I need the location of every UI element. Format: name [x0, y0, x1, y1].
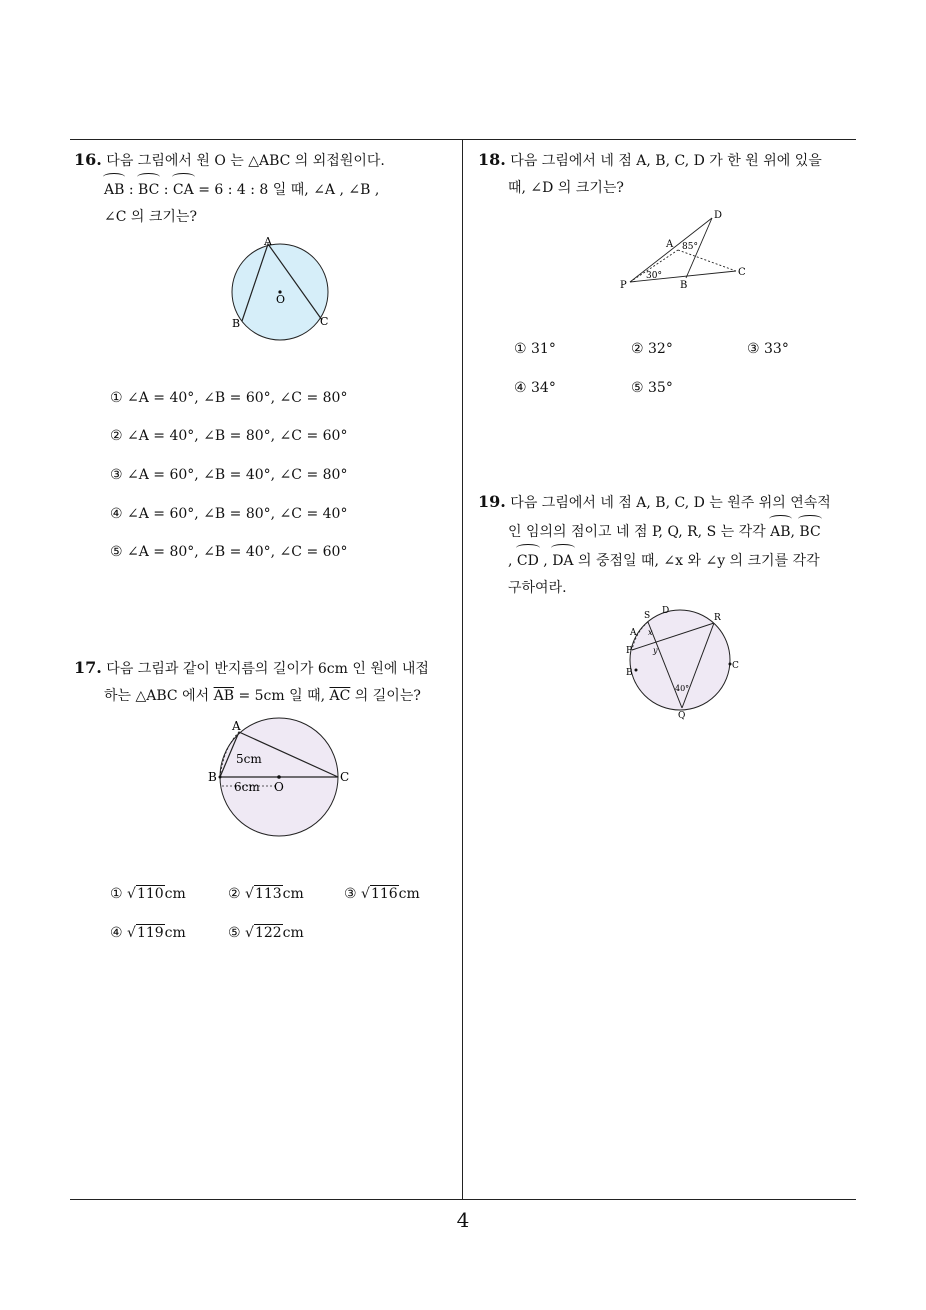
- option-unit: cm: [164, 886, 186, 902]
- question-text: 구하여라.: [508, 580, 567, 596]
- q17-line2: [74, 683, 458, 710]
- radicand: 122: [254, 925, 282, 941]
- segment-ab: $\overline{AB}$: [213, 688, 234, 704]
- segment-ac: $\overline{AC}$: [329, 688, 351, 704]
- label-c: C: [738, 267, 746, 278]
- q19-figure: [622, 602, 746, 724]
- option-unit: cm: [164, 925, 186, 941]
- question-text: 다음 그림과 같이 반지름의 길이가 6cm 인 원에 내접: [106, 661, 429, 677]
- option-mark: ⑤: [228, 925, 241, 941]
- question-17: [74, 654, 458, 710]
- center-point: [277, 775, 281, 779]
- label-b: B: [626, 668, 633, 678]
- arc-ab: AB: [104, 175, 124, 204]
- q18-line1: [478, 146, 862, 175]
- label-85: 85°: [682, 242, 698, 252]
- label-c: C: [340, 770, 350, 784]
- q18-option-4[interactable]: ④ 34°: [514, 380, 556, 396]
- label-b: B: [208, 770, 217, 784]
- question-number: 18.: [478, 150, 506, 169]
- question-number: 16.: [74, 150, 102, 169]
- question-text: 인 임의의 점이고 네 점 P, Q, R, S 는 각각: [508, 524, 766, 540]
- question-number: 19.: [478, 492, 506, 511]
- label-x: x: [648, 628, 653, 637]
- q17-option-3[interactable]: [344, 886, 420, 902]
- sqrt-sign: √110: [127, 886, 164, 902]
- q17-option-2[interactable]: [228, 886, 304, 902]
- label-o: O: [274, 780, 284, 794]
- question-text: = 5cm 일 때,: [238, 688, 326, 704]
- q17-option-5[interactable]: [228, 925, 304, 941]
- label-b: B: [232, 317, 241, 330]
- option-mark: ②: [228, 886, 241, 902]
- question-text: ∠C 의 크기는?: [104, 209, 197, 225]
- question-text: 다음 그림에서 네 점 A, B, C, D 는 원주 위의 연속적: [510, 495, 831, 511]
- label-a: A: [666, 239, 674, 250]
- arc-ca: CA: [173, 175, 194, 204]
- q19-line1: [478, 488, 862, 517]
- label-a: A: [630, 628, 637, 638]
- label-40: 40°: [675, 684, 690, 693]
- option-unit: cm: [282, 925, 304, 941]
- label-y: y: [653, 646, 658, 655]
- q18-option-2[interactable]: ② 32°: [631, 341, 673, 357]
- label-30: 30°: [646, 271, 662, 281]
- option-unit: cm: [282, 886, 304, 902]
- question-text: 다음 그림에서 네 점 A, B, C, D 가 한 원 위에 있을: [510, 153, 822, 169]
- radicand: 113: [254, 886, 282, 902]
- option-mark: ③: [344, 886, 357, 902]
- q19-line4: [478, 575, 862, 602]
- label-s: S: [644, 611, 651, 621]
- arc-cd: CD: [517, 546, 539, 575]
- option-mark: ④: [110, 925, 123, 941]
- comma: ,: [543, 553, 548, 569]
- q18-option-1[interactable]: ① 31°: [514, 341, 556, 357]
- label-d: D: [714, 210, 723, 221]
- label-p: P: [620, 280, 627, 291]
- radicand: 119: [136, 925, 164, 941]
- arc-bc: BC: [799, 517, 820, 546]
- q16-line1: [74, 146, 458, 175]
- q18-line2: [478, 175, 862, 202]
- q17-option-4[interactable]: [110, 925, 186, 941]
- sqrt-sign: √122: [245, 925, 282, 941]
- question-16: [74, 146, 458, 231]
- q16-option-3[interactable]: ③ ∠A = 60°, ∠B = 40°, ∠C = 80°: [110, 467, 348, 483]
- bottom-rule: [70, 1199, 856, 1200]
- label-a: A: [264, 235, 272, 248]
- sqrt-sign: √119: [127, 925, 164, 941]
- q17-option-1[interactable]: [110, 886, 186, 902]
- label-c: C: [732, 661, 739, 671]
- label-d: D: [662, 606, 670, 616]
- q19-line3: [478, 546, 862, 575]
- q19-line2: [478, 517, 862, 546]
- question-text: 하는 △ABC 에서: [104, 688, 210, 704]
- label-p: P: [626, 646, 633, 656]
- arc-bc: BC: [138, 175, 159, 204]
- label-b: B: [680, 280, 688, 291]
- q18-option-3[interactable]: ③ 33°: [747, 341, 789, 357]
- q18-figure: [616, 206, 752, 292]
- question-text: 때, ∠D 의 크기는?: [508, 180, 624, 196]
- column-divider: [462, 139, 463, 1200]
- radicand: 110: [136, 886, 164, 902]
- label-c: C: [320, 315, 329, 328]
- page-number: 4: [456, 1208, 470, 1232]
- comma: ,: [790, 524, 795, 540]
- q16-option-1[interactable]: ① ∠A = 40°, ∠B = 60°, ∠C = 80°: [110, 390, 348, 406]
- comma: ,: [508, 553, 513, 569]
- top-rule: [70, 139, 856, 140]
- question-text: 다음 그림에서 원 O 는 △ABC 의 외접원이다.: [106, 153, 385, 169]
- label-a: A: [232, 719, 241, 733]
- point-b: [635, 669, 638, 672]
- point-b: [219, 776, 222, 779]
- line-pd: [630, 218, 712, 282]
- question-text: 의 길이는?: [354, 688, 421, 704]
- arc-da: DA: [552, 546, 573, 575]
- q16-figure: [222, 232, 342, 348]
- segment-ac: [678, 250, 736, 271]
- q17-figure: [204, 714, 360, 840]
- option-mark: ①: [110, 886, 123, 902]
- option-unit: cm: [398, 886, 420, 902]
- sqrt-sign: √116: [361, 886, 398, 902]
- label-r: R: [714, 613, 721, 623]
- question-18: [478, 146, 862, 202]
- q16-option-5[interactable]: ⑤ ∠A = 80°, ∠B = 40°, ∠C = 60°: [110, 544, 348, 560]
- question-text: = 6 : 4 : 8 일 때, ∠A , ∠B ,: [198, 182, 380, 198]
- label-o: O: [276, 293, 286, 306]
- label-q: Q: [678, 711, 686, 721]
- question-number: 17.: [74, 658, 102, 677]
- q18-option-5[interactable]: ⑤ 35°: [631, 380, 673, 396]
- q16-line2: AB : BC : CA = 6 : 4 : 8 일 때, ∠A , ∠B ,: [74, 175, 458, 204]
- sqrt-sign: √113: [245, 886, 282, 902]
- q16-line3: [74, 204, 458, 231]
- q16-option-4[interactable]: ④ ∠A = 60°, ∠B = 80°, ∠C = 40°: [110, 506, 348, 522]
- label-6cm: 6cm: [234, 780, 260, 794]
- q16-option-2[interactable]: ② ∠A = 40°, ∠B = 80°, ∠C = 60°: [110, 428, 348, 444]
- question-19: [478, 488, 862, 602]
- label-5cm: 5cm: [236, 752, 262, 766]
- question-text: 의 중점일 때, ∠x 와 ∠y 의 크기를 각각: [578, 553, 820, 569]
- q17-line1: [74, 654, 458, 683]
- arc-ab: AB: [770, 517, 790, 546]
- radicand: 116: [370, 886, 398, 902]
